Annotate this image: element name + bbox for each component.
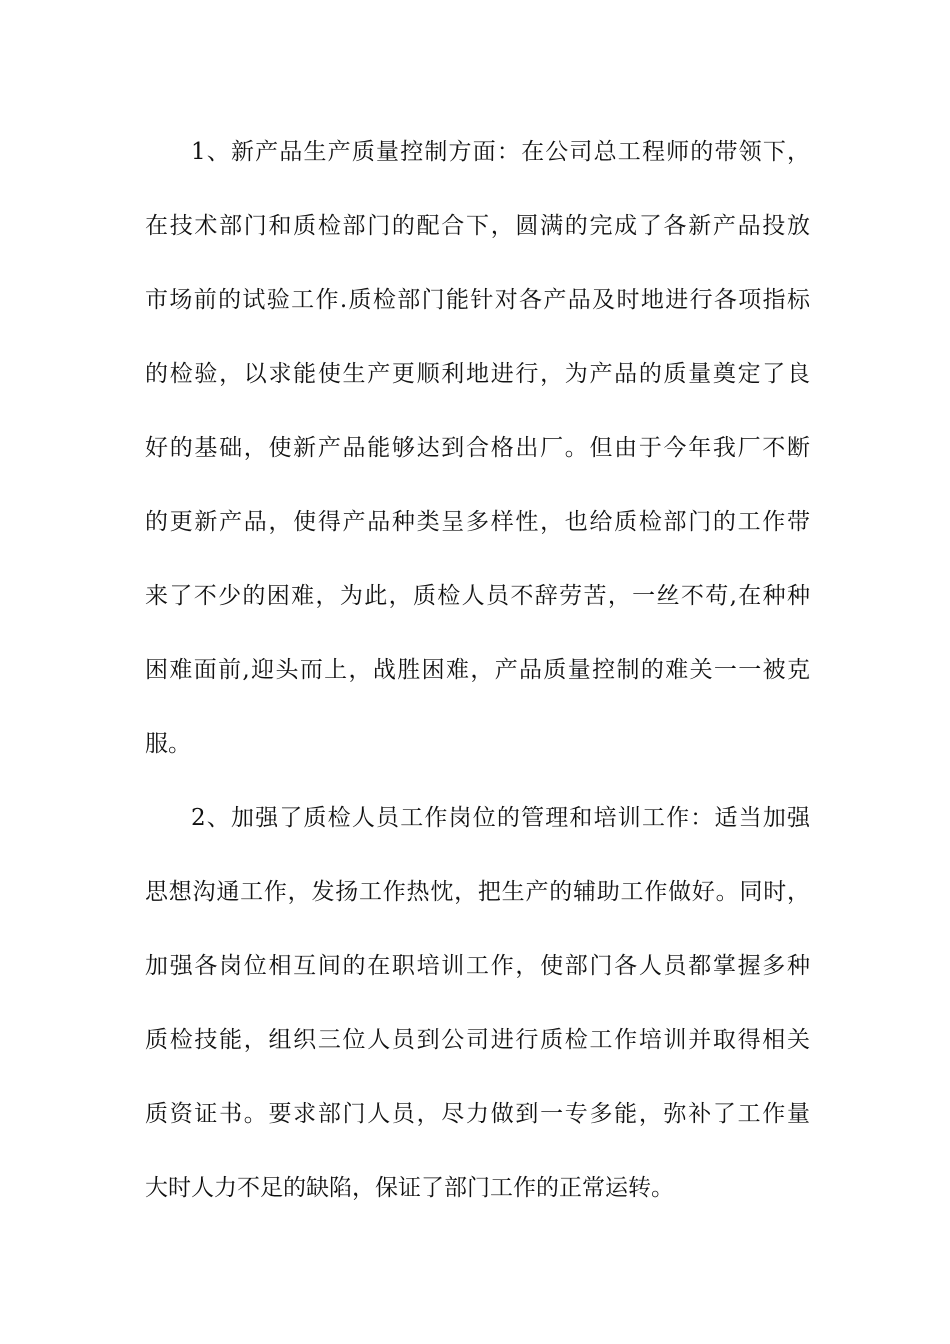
document-body <box>145 128 810 1238</box>
paragraph-line: 思想沟通工作，发扬工作热忱，把生产的辅助工作做好。同时， <box>145 879 810 905</box>
paragraph-line: 加强各岗位相互间的在职培训工作，使部门各人员都掌握多种 <box>145 953 810 979</box>
paragraph-line: 1、新产品生产质量控制方面：在公司总工程师的带领下， <box>191 139 810 165</box>
paragraph-line: 2、加强了质检人员工作岗位的管理和培训工作：适当加强 <box>191 805 810 831</box>
paragraph-line: 在技术部门和质检部门的配合下，圆满的完成了各新产品投放 <box>145 213 810 239</box>
paragraph-line: 好的基础，使新产品能够达到合格出厂。但由于今年我厂不断 <box>145 435 810 461</box>
paragraph-line: 大时人力不足的缺陷，保证了部门工作的正常运转。 <box>145 1175 674 1201</box>
paragraph-line: 的更新产品，使得产品种类呈多样性，也给质检部门的工作带 <box>145 509 810 535</box>
paragraph-line: 来了不少的困难，为此，质检人员不辞劳苦，一丝不苟,在种种 <box>145 583 810 609</box>
paragraph-line: 的检验，以求能使生产更顺利地进行，为产品的质量奠定了良 <box>145 361 810 387</box>
paragraph-line: 困难面前,迎头而上，战胜困难，产品质量控制的难关一一被克 <box>145 657 810 683</box>
paragraph-quality-control <box>145 128 810 769</box>
paragraph-line: 质资证书。要求部门人员，尽力做到一专多能，弥补了工作量 <box>145 1101 810 1127</box>
paragraph-staff-training <box>145 794 810 1213</box>
paragraph-line: 服。 <box>145 731 191 757</box>
paragraph-line: 市场前的试验工作.质检部门能针对各产品及时地进行各项指标 <box>145 287 810 313</box>
paragraph-line: 质检技能，组织三位人员到公司进行质检工作培训并取得相关 <box>145 1027 810 1053</box>
